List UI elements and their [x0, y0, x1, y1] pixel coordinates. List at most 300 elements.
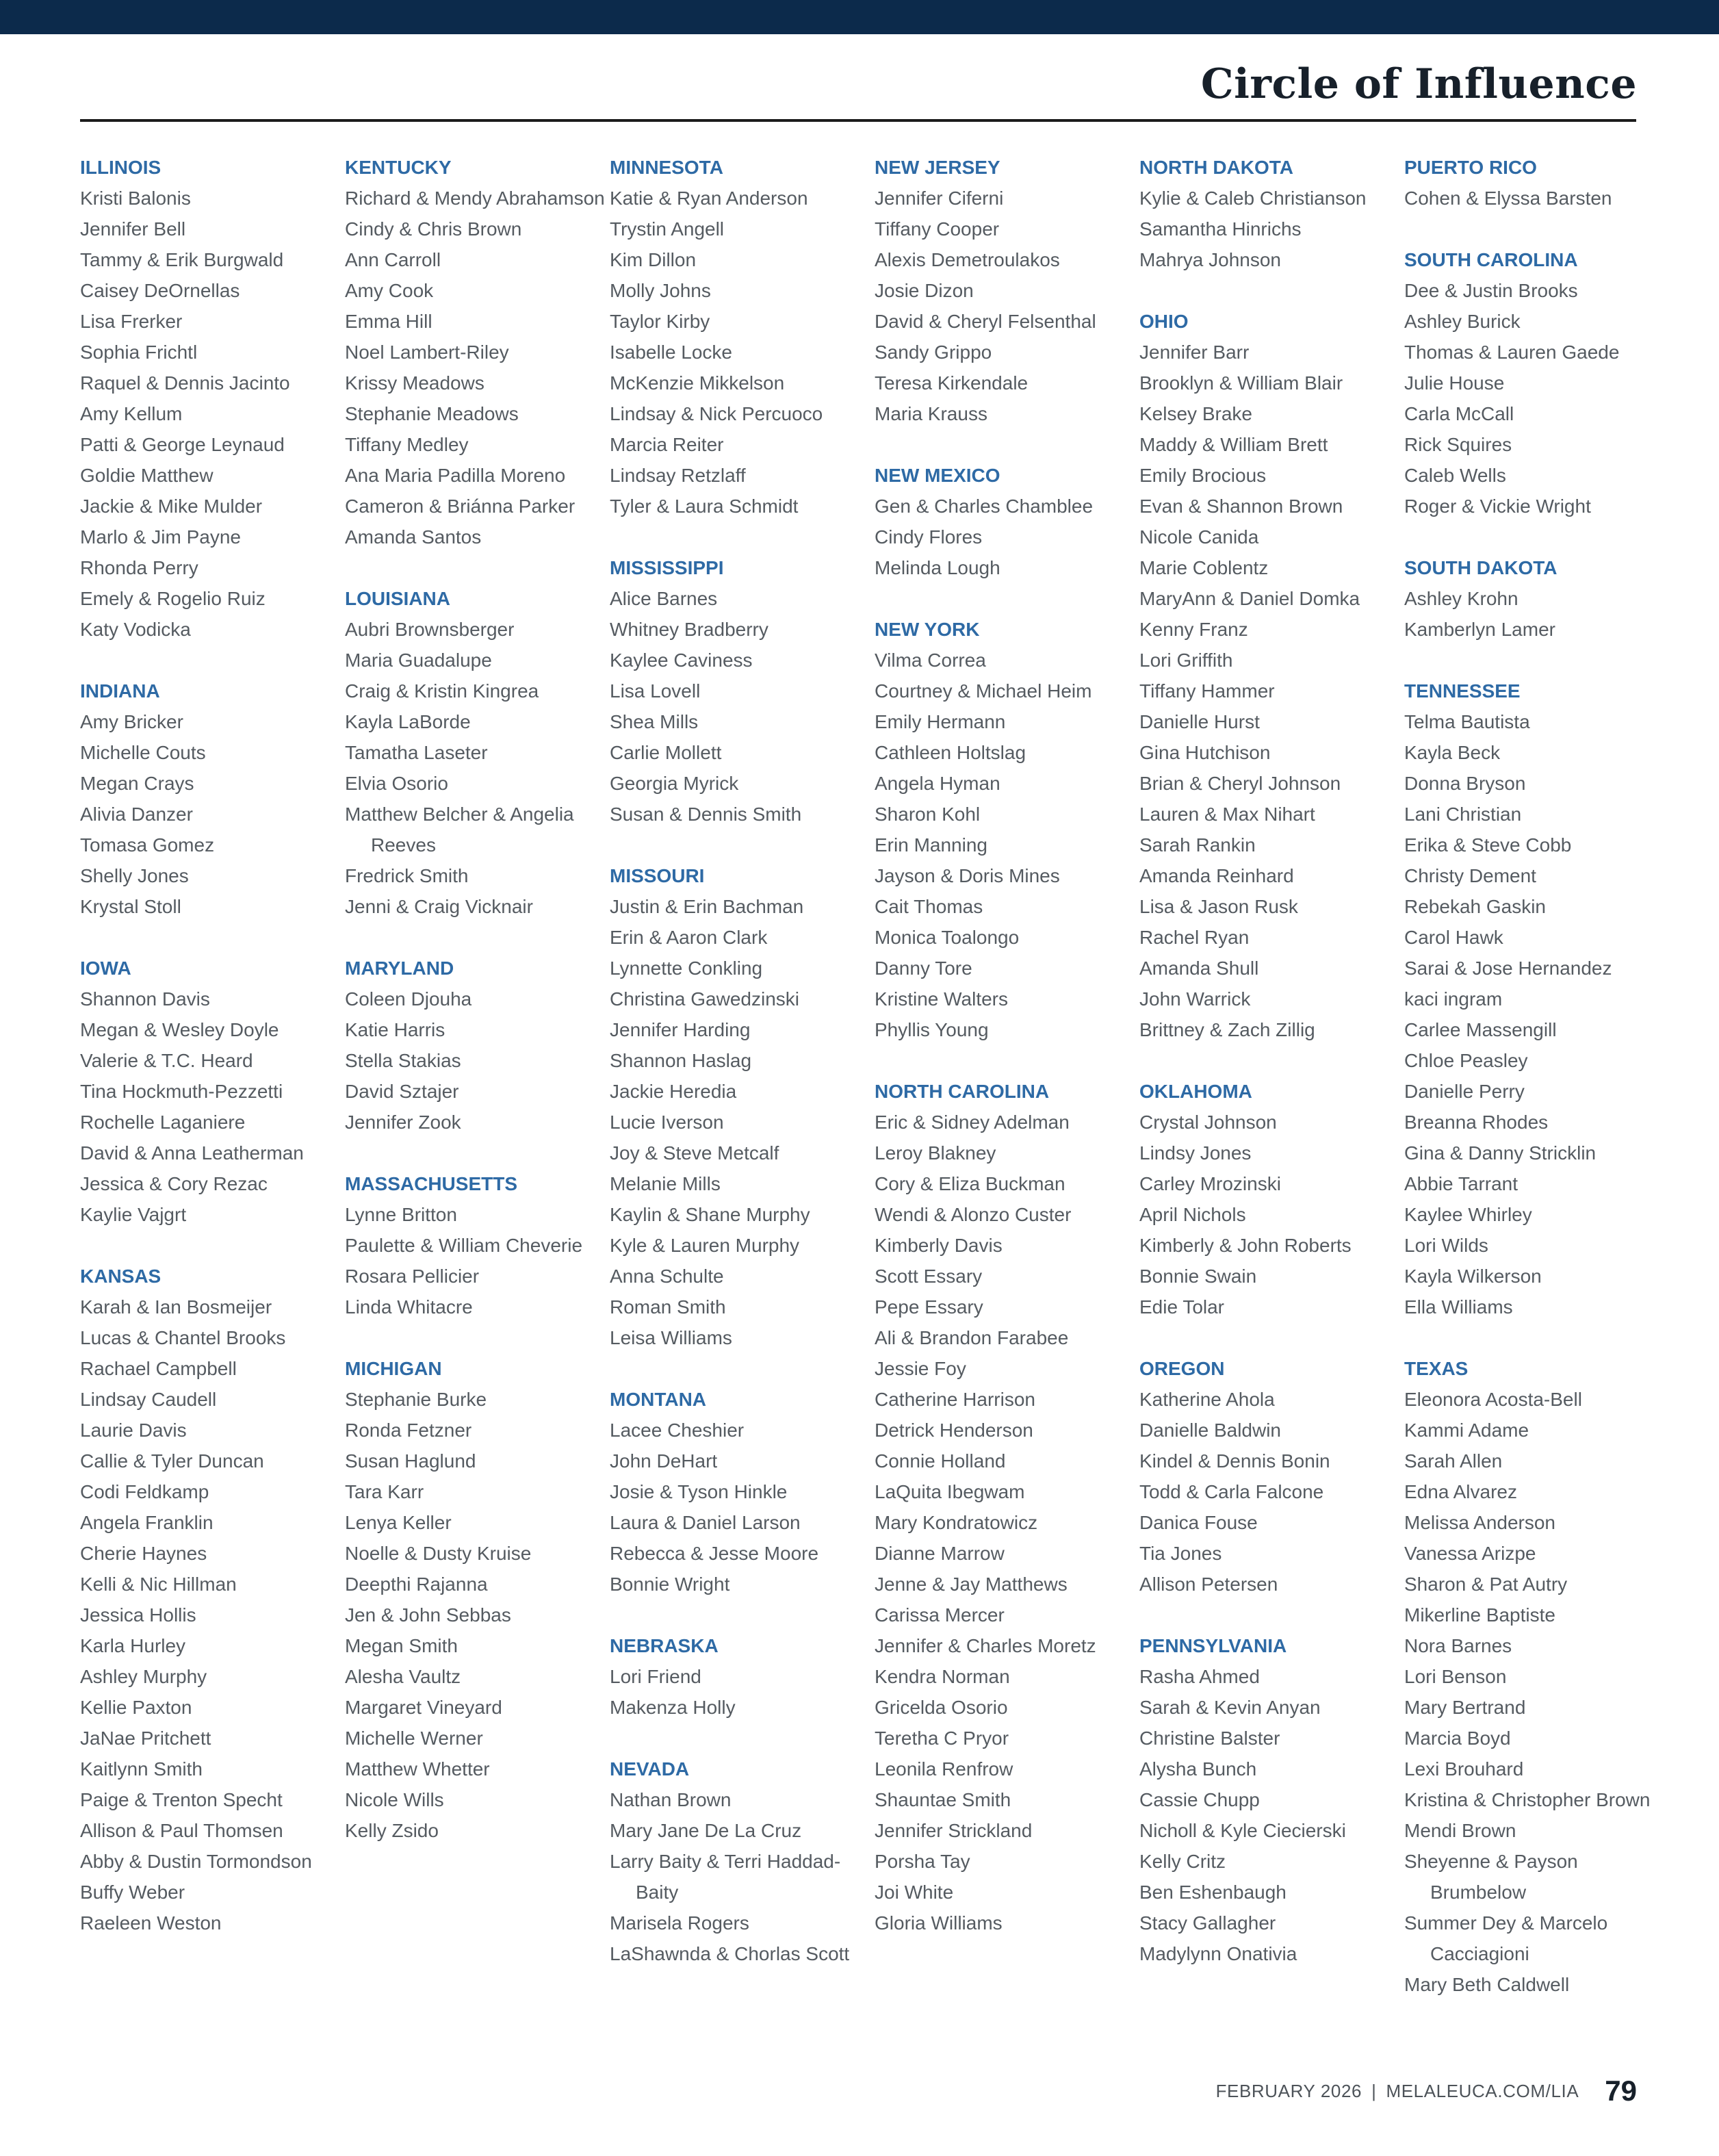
- member-name: Rhonda Perry: [80, 557, 198, 578]
- member-name: Lori Benson: [1404, 1666, 1507, 1687]
- member-name: Rebekah Gaskin: [1404, 896, 1547, 917]
- member-name: LaShawnda & Chorlas Scott: [610, 1943, 850, 1964]
- member-name: Lori Griffith: [1139, 650, 1233, 671]
- member-name: Nicole Wills: [345, 1789, 444, 1810]
- member-name: Christine Balster: [1139, 1728, 1280, 1749]
- member-name: Porsha Tay: [875, 1851, 970, 1872]
- title-divider: [80, 119, 1636, 122]
- member-name: Eric & Sidney Adelman: [875, 1112, 1070, 1133]
- member-name: Noel Lambert-Riley: [345, 342, 509, 363]
- member-name: Carol Hawk: [1404, 927, 1503, 948]
- member-name: Jennifer Ciferni: [875, 188, 1004, 209]
- state-section: [345, 152, 605, 552]
- member-name: Buffy Weber: [80, 1882, 185, 1903]
- member-name: Wendi & Alonzo Custer: [875, 1204, 1072, 1225]
- member-name: Sarah Rankin: [1139, 834, 1256, 856]
- state-section: [875, 1076, 1135, 1938]
- state-heading: NEW YORK: [875, 619, 980, 640]
- member-name: John DeHart: [610, 1450, 718, 1472]
- member-name: Chloe Peasley: [1404, 1050, 1528, 1071]
- member-name: Kellie Paxton: [80, 1697, 192, 1718]
- member-name: Brian & Cheryl Johnson: [1139, 773, 1341, 794]
- member-name: Summer Dey & Marcelo Cacciagioni: [1404, 1912, 1608, 1964]
- member-name: Krystal Stoll: [80, 896, 181, 917]
- member-name: Amanda Reinhard: [1139, 865, 1294, 886]
- member-name: Susan Haglund: [345, 1450, 476, 1472]
- member-name: Josie Dizon: [875, 280, 974, 301]
- member-name: Carlee Massengill: [1404, 1019, 1557, 1040]
- state-section: [610, 1384, 870, 1600]
- column: [345, 152, 605, 1877]
- member-name: Kylie & Caleb Christianson: [1139, 188, 1367, 209]
- member-name: Noelle & Dusty Kruise: [345, 1543, 532, 1564]
- state-section: [1404, 1353, 1664, 2000]
- state-section: [875, 460, 1135, 583]
- member-name: Stephanie Burke: [345, 1389, 487, 1410]
- member-name: Donna Bryson: [1404, 773, 1526, 794]
- member-name: Megan Smith: [345, 1635, 458, 1656]
- member-name: Amanda Shull: [1139, 958, 1259, 979]
- column: [875, 152, 1135, 1969]
- member-name: Jen & John Sebbas: [345, 1604, 511, 1626]
- member-name: Mary Jane De La Cruz: [610, 1820, 802, 1841]
- member-name: Ali & Brandon Farabee: [875, 1327, 1069, 1348]
- member-name: Megan & Wesley Doyle: [80, 1019, 279, 1040]
- member-name: Nicholl & Kyle Ciecierski: [1139, 1820, 1346, 1841]
- member-name: Kaylin & Shane Murphy: [610, 1204, 810, 1225]
- member-name: Edna Alvarez: [1404, 1481, 1517, 1502]
- member-name: Danielle Hurst: [1139, 711, 1260, 732]
- member-name: Kristine Walters: [875, 988, 1009, 1010]
- state-heading: SOUTH DAKOTA: [1404, 557, 1558, 578]
- state-heading: LOUISIANA: [345, 588, 450, 609]
- member-name: Madylynn Onativia: [1139, 1943, 1297, 1964]
- member-name: Stacy Gallagher: [1139, 1912, 1276, 1934]
- member-name: Danielle Perry: [1404, 1081, 1525, 1102]
- member-name: Alexis Demetroulakos: [875, 249, 1060, 270]
- member-name: Roman Smith: [610, 1296, 726, 1318]
- member-name: Craig & Kristin Kingrea: [345, 680, 539, 702]
- member-name: Raeleen Weston: [80, 1912, 222, 1934]
- member-name: Makenza Holly: [610, 1697, 736, 1718]
- state-heading: OREGON: [1139, 1358, 1225, 1379]
- member-name: Kelly Zsido: [345, 1820, 439, 1841]
- member-name: Matthew Belcher & Angelia Reeves: [345, 804, 574, 856]
- member-name: Lexi Brouhard: [1404, 1758, 1524, 1780]
- member-name: Maria Guadalupe: [345, 650, 492, 671]
- member-name: Dianne Marrow: [875, 1543, 1005, 1564]
- member-name: Lauren & Max Nihart: [1139, 804, 1315, 825]
- column: [610, 152, 870, 2000]
- state-heading: TEXAS: [1404, 1358, 1469, 1379]
- member-name: Kayla Beck: [1404, 742, 1501, 763]
- member-name: Jennifer Barr: [1139, 342, 1250, 363]
- state-heading: NEVADA: [610, 1758, 690, 1780]
- member-name: Katy Vodicka: [80, 619, 191, 640]
- member-name: Kim Dillon: [610, 249, 697, 270]
- member-name: Pepe Essary: [875, 1296, 983, 1318]
- member-name: Karla Hurley: [80, 1635, 186, 1656]
- member-name: Emma Hill: [345, 311, 432, 332]
- member-name: Ann Carroll: [345, 249, 441, 270]
- member-name: Amanda Santos: [345, 526, 482, 548]
- member-name: Vilma Correa: [875, 650, 986, 671]
- state-heading: IOWA: [80, 958, 131, 979]
- member-name: Jackie Heredia: [610, 1081, 737, 1102]
- member-name: Cohen & Elyssa Barsten: [1404, 188, 1612, 209]
- top-color-band: [0, 0, 1719, 34]
- member-name: John Warrick: [1139, 988, 1251, 1010]
- state-section: [345, 953, 605, 1138]
- member-name: Katie Harris: [345, 1019, 445, 1040]
- member-name: Lucie Iverson: [610, 1112, 724, 1133]
- state-section: [1404, 152, 1664, 214]
- member-name: Megan Crays: [80, 773, 194, 794]
- member-name: Rasha Ahmed: [1139, 1666, 1260, 1687]
- member-name: Danny Tore: [875, 958, 972, 979]
- member-name: Tia Jones: [1139, 1543, 1222, 1564]
- member-name: Trystin Angell: [610, 218, 725, 240]
- member-name: Lisa Frerker: [80, 311, 183, 332]
- member-name: Jennifer Bell: [80, 218, 186, 240]
- member-name: Carley Mrozinski: [1139, 1173, 1281, 1194]
- footer-url: MELALEUCA.COM/LIA: [1386, 2080, 1579, 2101]
- member-name: David & Anna Leatherman: [80, 1142, 304, 1164]
- member-name: Kayla Wilkerson: [1404, 1266, 1542, 1287]
- member-name: Allison Petersen: [1139, 1574, 1278, 1595]
- member-name: Lenya Keller: [345, 1512, 452, 1533]
- member-name: Kamberlyn Lamer: [1404, 619, 1555, 640]
- member-name: Lucas & Chantel Brooks: [80, 1327, 286, 1348]
- member-name: Kayla LaBorde: [345, 711, 471, 732]
- member-name: Whitney Bradberry: [610, 619, 768, 640]
- member-name: Gricelda Osorio: [875, 1697, 1008, 1718]
- state-section: [610, 1630, 870, 1723]
- member-name: Detrick Henderson: [875, 1420, 1033, 1441]
- member-name: Tiffany Hammer: [1139, 680, 1275, 702]
- member-name: Valerie & T.C. Heard: [80, 1050, 253, 1071]
- state-heading: KENTUCKY: [345, 157, 452, 178]
- member-name: Julie House: [1404, 372, 1505, 394]
- member-name: Allison & Paul Thomsen: [80, 1820, 283, 1841]
- member-name: Erika & Steve Cobb: [1404, 834, 1572, 856]
- member-name: Melissa Anderson: [1404, 1512, 1556, 1533]
- member-name: Kelsey Brake: [1139, 403, 1252, 424]
- member-name: Caleb Wells: [1404, 465, 1506, 486]
- member-name: JaNae Pritchett: [80, 1728, 211, 1749]
- member-name: Sandy Grippo: [875, 342, 992, 363]
- member-name: Rachael Campbell: [80, 1358, 237, 1379]
- member-name: Tiffany Cooper: [875, 218, 1000, 240]
- member-name: Edie Tolar: [1139, 1296, 1225, 1318]
- state-heading: TENNESSEE: [1404, 680, 1521, 702]
- member-name: Alice Barnes: [610, 588, 718, 609]
- member-name: Goldie Matthew: [80, 465, 214, 486]
- member-name: Sharon Kohl: [875, 804, 981, 825]
- member-name: Patti & George Leynaud: [80, 434, 285, 455]
- member-name: Kimberly Davis: [875, 1235, 1003, 1256]
- state-heading: MARYLAND: [345, 958, 454, 979]
- member-name: Stella Stakias: [345, 1050, 461, 1071]
- member-name: Mary Bertrand: [1404, 1697, 1526, 1718]
- member-name: Eleonora Acosta-Bell: [1404, 1389, 1582, 1410]
- member-name: Kaylie Vajgrt: [80, 1204, 187, 1225]
- state-section: [610, 860, 870, 1353]
- member-name: Marisela Rogers: [610, 1912, 749, 1934]
- state-section: [1139, 1076, 1399, 1322]
- member-name: Maddy & William Brett: [1139, 434, 1328, 455]
- page-number: 79: [1605, 2075, 1637, 2107]
- member-name: Lani Christian: [1404, 804, 1522, 825]
- member-name: Kindel & Dennis Bonin: [1139, 1450, 1330, 1472]
- member-name: Danielle Baldwin: [1139, 1420, 1282, 1441]
- column: [1139, 152, 1399, 2000]
- member-name: Bonnie Swain: [1139, 1266, 1257, 1287]
- member-name: Shannon Haslag: [610, 1050, 752, 1071]
- member-name: Mary Kondratowicz: [875, 1512, 1038, 1533]
- member-name: Cindy & Chris Brown: [345, 218, 522, 240]
- member-name: Aubri Brownsberger: [345, 619, 515, 640]
- member-name: Brooklyn & William Blair: [1139, 372, 1343, 394]
- member-name: Connie Holland: [875, 1450, 1006, 1472]
- state-section: [875, 614, 1135, 1045]
- member-name: Amy Cook: [345, 280, 434, 301]
- member-name: Jackie & Mike Mulder: [80, 496, 263, 517]
- state-section: [610, 1754, 870, 1969]
- member-name: Erin Manning: [875, 834, 987, 856]
- state-section: [1139, 152, 1399, 275]
- state-section: [80, 1261, 340, 1938]
- page-title: Circle of Influence: [1200, 60, 1637, 108]
- member-name: David & Cheryl Felsenthal: [875, 311, 1096, 332]
- member-name: Lacee Cheshier: [610, 1420, 745, 1441]
- member-name: Cindy Flores: [875, 526, 983, 548]
- member-name: Cassie Chupp: [1139, 1789, 1260, 1810]
- member-name: Nora Barnes: [1404, 1635, 1512, 1656]
- state-section: [345, 583, 605, 922]
- member-name: Kyle & Lauren Murphy: [610, 1235, 800, 1256]
- member-name: Amy Bricker: [80, 711, 183, 732]
- state-section: [610, 152, 870, 522]
- member-name: Alivia Danzer: [80, 804, 193, 825]
- member-name: Paige & Trenton Specht: [80, 1789, 283, 1810]
- member-name: Jayson & Doris Mines: [875, 865, 1060, 886]
- member-name: Courtney & Michael Heim: [875, 680, 1092, 702]
- state-heading: PUERTO RICO: [1404, 157, 1537, 178]
- member-name: Georgia Myrick: [610, 773, 739, 794]
- member-name: Ashley Murphy: [80, 1666, 207, 1687]
- member-name: Jessie Foy: [875, 1358, 966, 1379]
- state-section: [610, 552, 870, 830]
- member-name: Larry Baity & Terri Haddad-Baity: [610, 1851, 841, 1903]
- member-name: Laurie Davis: [80, 1420, 187, 1441]
- state-section: [1139, 306, 1399, 1045]
- member-name: Jessica Hollis: [80, 1604, 196, 1626]
- member-name: Elvia Osorio: [345, 773, 448, 794]
- member-name: Lisa & Jason Rusk: [1139, 896, 1298, 917]
- member-name: Caisey DeOrnellas: [80, 280, 240, 301]
- member-name: Leonila Renfrow: [875, 1758, 1013, 1780]
- member-name: Jennifer Strickland: [875, 1820, 1033, 1841]
- member-name: Tyler & Laura Schmidt: [610, 496, 799, 517]
- member-name: Angela Hyman: [875, 773, 1000, 794]
- member-name: Emily Hermann: [875, 711, 1006, 732]
- member-name: Alysha Bunch: [1139, 1758, 1257, 1780]
- state-heading: MASSACHUSETTS: [345, 1173, 518, 1194]
- member-name: Susan & Dennis Smith: [610, 804, 802, 825]
- state-section: [345, 1353, 605, 1846]
- member-name: Emily Brocious: [1139, 465, 1267, 486]
- state-heading: NORTH CAROLINA: [875, 1081, 1050, 1102]
- member-name: Gen & Charles Chamblee: [875, 496, 1094, 517]
- member-name: Cherie Haynes: [80, 1543, 207, 1564]
- member-name: Crystal Johnson: [1139, 1112, 1277, 1133]
- member-name: Shelly Jones: [80, 865, 189, 886]
- member-name: Stephanie Meadows: [345, 403, 519, 424]
- state-heading: OKLAHOMA: [1139, 1081, 1252, 1102]
- member-name: Ronda Fetzner: [345, 1420, 472, 1441]
- member-name: Maria Krauss: [875, 403, 987, 424]
- state-section: [345, 1168, 605, 1322]
- state-section: [80, 953, 340, 1230]
- member-name: Samantha Hinrichs: [1139, 218, 1302, 240]
- state-section: [80, 152, 340, 645]
- state-heading: MISSOURI: [610, 865, 705, 886]
- member-name: Margaret Vineyard: [345, 1697, 502, 1718]
- member-name: Bonnie Wright: [610, 1574, 730, 1595]
- member-name: Molly Johns: [610, 280, 711, 301]
- member-name: Joy & Steve Metcalf: [610, 1142, 779, 1164]
- member-name: Anna Schulte: [610, 1266, 724, 1287]
- member-name: Shea Mills: [610, 711, 699, 732]
- member-name: Leisa Williams: [610, 1327, 732, 1348]
- member-name: Brittney & Zach Zillig: [1139, 1019, 1315, 1040]
- member-name: Mary Beth Caldwell: [1404, 1974, 1570, 1995]
- member-name: Tiffany Medley: [345, 434, 469, 455]
- member-name: Kaitlynn Smith: [80, 1758, 203, 1780]
- member-name: Kaylee Caviness: [610, 650, 753, 671]
- member-name: Abby & Dustin Tormondson: [80, 1851, 312, 1872]
- member-name: Kristi Balonis: [80, 188, 191, 209]
- member-name: Scott Essary: [875, 1266, 983, 1287]
- member-name: Kelli & Nic Hillman: [80, 1574, 237, 1595]
- member-name: Lisa Lovell: [610, 680, 701, 702]
- member-name: Angela Franklin: [80, 1512, 214, 1533]
- member-name: Laura & Daniel Larson: [610, 1512, 801, 1533]
- member-name: Josie & Tyson Hinkle: [610, 1481, 788, 1502]
- member-name: Sarai & Jose Hernandez: [1404, 958, 1612, 979]
- member-name: McKenzie Mikkelson: [610, 372, 785, 394]
- member-name: Marcia Boyd: [1404, 1728, 1511, 1749]
- member-name: Todd & Carla Falcone: [1139, 1481, 1324, 1502]
- state-heading: PENNSYLVANIA: [1139, 1635, 1287, 1656]
- column: [1404, 152, 1664, 2031]
- member-name: Jennifer & Charles Moretz: [875, 1635, 1096, 1656]
- member-name: Gina & Danny Stricklin: [1404, 1142, 1597, 1164]
- member-name: Marie Coblentz: [1139, 557, 1269, 578]
- member-name: Codi Feldkamp: [80, 1481, 209, 1502]
- member-name: Catherine Harrison: [875, 1389, 1035, 1410]
- state-section: [875, 152, 1135, 429]
- member-name: Karah & Ian Bosmeijer: [80, 1296, 272, 1318]
- member-name: Nicole Canida: [1139, 526, 1259, 548]
- member-name: Cameron & Briánna Parker: [345, 496, 576, 517]
- member-name: Lori Friend: [610, 1666, 701, 1687]
- state-heading: MINNESOTA: [610, 157, 723, 178]
- member-name: Melanie Mills: [610, 1173, 721, 1194]
- state-heading: SOUTH CAROLINA: [1404, 249, 1578, 270]
- state-heading: KANSAS: [80, 1266, 161, 1287]
- member-name: Cory & Eliza Buckman: [875, 1173, 1065, 1194]
- member-name: Mikerline Baptiste: [1404, 1604, 1555, 1626]
- member-name: Melinda Lough: [875, 557, 1000, 578]
- state-section: [1404, 676, 1664, 1322]
- member-name: Jennifer Zook: [345, 1112, 461, 1133]
- member-name: Rebecca & Jesse Moore: [610, 1543, 819, 1564]
- member-name: Cait Thomas: [875, 896, 983, 917]
- member-name: Kaylee Whirley: [1404, 1204, 1532, 1225]
- member-name: Christy Dement: [1404, 865, 1536, 886]
- member-name: Jenne & Jay Matthews: [875, 1574, 1068, 1595]
- member-name: Lindsay Retzlaff: [610, 465, 746, 486]
- member-name: Abbie Tarrant: [1404, 1173, 1518, 1194]
- state-heading: MISSISSIPPI: [610, 557, 724, 578]
- state-section: [1404, 244, 1664, 522]
- member-name: Rochelle Laganiere: [80, 1112, 246, 1133]
- member-name: David Sztajer: [345, 1081, 459, 1102]
- member-name: Amy Kellum: [80, 403, 183, 424]
- member-name: Marcia Reiter: [610, 434, 724, 455]
- member-name: Tammy & Erik Burgwald: [80, 249, 284, 270]
- state-heading: MICHIGAN: [345, 1358, 442, 1379]
- member-name: Taylor Kirby: [610, 311, 710, 332]
- member-name: Lindsay Caudell: [80, 1389, 217, 1410]
- column: [80, 152, 340, 1969]
- member-name: Lindsay & Nick Percuoco: [610, 403, 823, 424]
- member-name: Kimberly & John Roberts: [1139, 1235, 1352, 1256]
- member-name: Dee & Justin Brooks: [1404, 280, 1578, 301]
- member-name: Michelle Werner: [345, 1728, 483, 1749]
- member-name: Lynnette Conkling: [610, 958, 763, 979]
- member-name: Tomasa Gomez: [80, 834, 215, 856]
- member-name: Matthew Whetter: [345, 1758, 490, 1780]
- member-name: Sheyenne & Payson Brumbelow: [1404, 1851, 1578, 1903]
- member-name: Teretha C Pryor: [875, 1728, 1009, 1749]
- member-name: Evan & Shannon Brown: [1139, 496, 1343, 517]
- member-name: kaci ingram: [1404, 988, 1503, 1010]
- member-name: Joi White: [875, 1882, 954, 1903]
- member-name: Sarah & Kevin Anyan: [1139, 1697, 1321, 1718]
- member-name: MaryAnn & Daniel Domka: [1139, 588, 1360, 609]
- member-name: Vanessa Arizpe: [1404, 1543, 1536, 1564]
- member-name: Lynne Britton: [345, 1204, 457, 1225]
- state-heading: NORTH DAKOTA: [1139, 157, 1294, 178]
- member-name: Katie & Ryan Anderson: [610, 188, 808, 209]
- member-name: Kendra Norman: [875, 1666, 1010, 1687]
- state-heading: INDIANA: [80, 680, 160, 702]
- member-name: Linda Whitacre: [345, 1296, 473, 1318]
- state-section: [1404, 552, 1664, 645]
- member-name: Sarah Allen: [1404, 1450, 1503, 1472]
- member-name: Deepthi Rajanna: [345, 1574, 488, 1595]
- member-name: Shannon Davis: [80, 988, 210, 1010]
- member-name: Carlie Mollett: [610, 742, 722, 763]
- member-name: Jessica & Cory Rezac: [80, 1173, 268, 1194]
- state-section: [80, 676, 340, 922]
- member-name: Erin & Aaron Clark: [610, 927, 768, 948]
- member-name: Katherine Ahola: [1139, 1389, 1275, 1410]
- member-name: Rachel Ryan: [1139, 927, 1250, 948]
